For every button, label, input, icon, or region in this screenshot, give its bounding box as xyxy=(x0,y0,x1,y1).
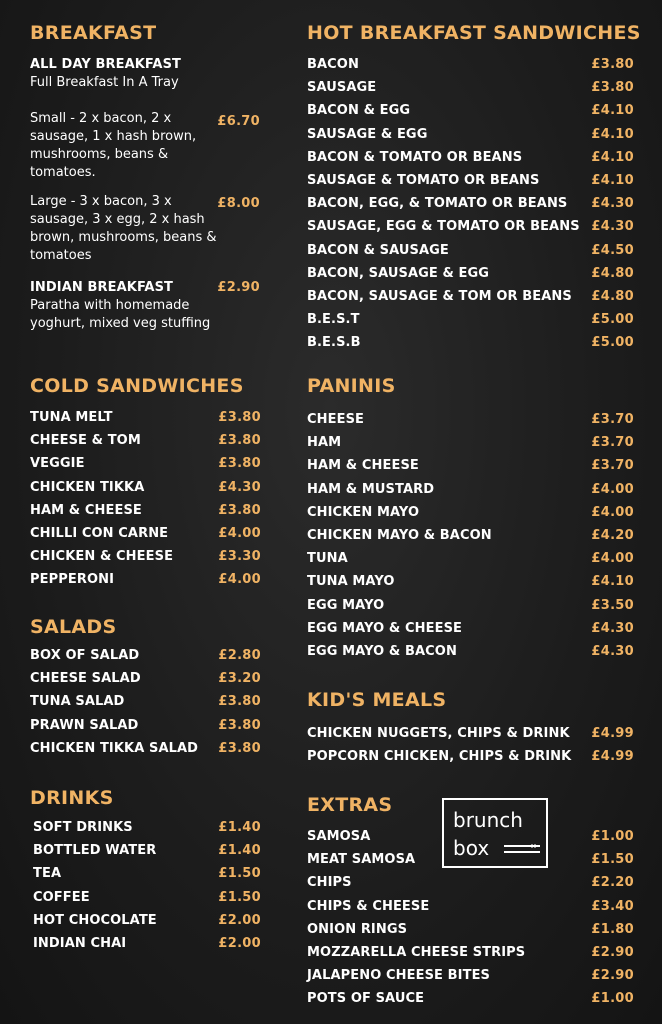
menu-item-name: CHIPS xyxy=(307,875,352,891)
menu-item-price: £3.40 xyxy=(591,898,634,914)
indian-breakfast-name: INDIAN BREAKFAST xyxy=(30,280,174,295)
menu-item-name: CHIPS & CHEESE xyxy=(307,898,430,914)
menu-item-price: £1.50 xyxy=(591,852,634,868)
menu-item-price: £4.30 xyxy=(218,479,261,495)
menu-item-price: £3.20 xyxy=(218,671,261,687)
menu-item-price: £3.80 xyxy=(218,740,261,756)
menu-item-price: £4.30 xyxy=(591,219,634,235)
menu-item-price: £1.80 xyxy=(591,921,634,937)
menu-item-name: MEAT SAMOSA xyxy=(307,852,416,868)
menu-item-price: £1.50 xyxy=(218,889,261,905)
menu-item-price: £4.10 xyxy=(591,149,634,165)
menu-item-price: £1.00 xyxy=(591,991,634,1007)
menu-item-price: £5.00 xyxy=(591,312,634,328)
menu-item-name: HAM & CHEESE xyxy=(30,502,142,518)
menu-item-name: CHICKEN TIKKA SALAD xyxy=(30,740,199,756)
menu-item-price: £4.30 xyxy=(591,620,634,636)
menu-item-price: £4.00 xyxy=(218,526,261,541)
menu-item-name: BACON & TOMATO OR BEANS xyxy=(307,149,523,165)
small-breakfast-desc: Small - 2 x bacon, 2 x sausage, 1 x hash brown, mushrooms, beans & tomatoes. xyxy=(30,111,197,180)
menu-item-price: £3.70 xyxy=(591,458,634,474)
small-breakfast-price: £6.70 xyxy=(217,114,260,129)
logo-line1: brunch xyxy=(453,808,523,832)
large-breakfast-desc: Large - 3 x bacon, 3 x sausage, 3 x egg, 2 x hash brown, mushrooms, beans & tomatoes xyxy=(30,194,217,263)
menu-item-price: £1.50 xyxy=(218,866,261,882)
menu-item-name: HOT CHOCOLATE xyxy=(33,912,157,928)
menu-item-price: £3.30 xyxy=(218,549,261,565)
menu-item-name: CHICKEN MAYO xyxy=(307,504,420,520)
cutlery-icon xyxy=(502,842,542,856)
menu-item-name: TEA xyxy=(33,866,62,882)
menu-item-name: SOFT DRINKS xyxy=(33,820,133,835)
menu-item-name: CHEESE xyxy=(307,412,365,427)
menu-item-price: £4.10 xyxy=(591,173,634,188)
menu-item-name: HAM xyxy=(307,435,342,451)
menu-item-price: £4.00 xyxy=(591,481,634,497)
menu-item-price: £1.40 xyxy=(218,820,261,835)
menu-item-name: EGG MAYO & BACON xyxy=(307,644,457,659)
menu-item-name: HAM & MUSTARD xyxy=(307,481,435,497)
menu-item-name: CHEESE & TOM xyxy=(30,433,141,449)
menu-item-price: £3.80 xyxy=(218,694,261,710)
menu-item-name: SAUSAGE & EGG xyxy=(307,126,428,142)
menu-item-name: TUNA xyxy=(307,551,348,567)
menu-item-name: SAUSAGE, EGG & TOMATO OR BEANS xyxy=(307,219,580,235)
menu-item-price: £3.70 xyxy=(591,412,634,427)
menu-item-name: PEPPERONI xyxy=(30,572,115,588)
all-day-breakfast-name: ALL DAY BREAKFAST xyxy=(30,57,182,72)
paninis-heading: PANINIS xyxy=(307,375,396,397)
menu-item-price: £4.99 xyxy=(591,749,634,765)
menu-item-price: £3.80 xyxy=(218,456,261,472)
menu-item-name: SAUSAGE xyxy=(307,80,377,96)
logo-line2: box xyxy=(453,836,490,860)
menu-item-price: £2.20 xyxy=(591,875,634,891)
menu-item-name: BACON & EGG xyxy=(307,103,411,119)
menu-item-name: B.E.S.B xyxy=(307,335,361,351)
menu-item-name: EGG MAYO xyxy=(307,597,385,613)
menu-item-price: £2.00 xyxy=(218,936,261,951)
menu-item-price: £2.90 xyxy=(591,968,634,984)
menu-item-name: SAUSAGE & TOMATO OR BEANS xyxy=(307,173,540,188)
menu-item-name: TUNA MAYO xyxy=(307,574,395,590)
indian-breakfast-desc: Paratha with homemade yoghurt, mixed veg stuffing xyxy=(30,298,211,331)
menu-item-price: £4.10 xyxy=(591,574,634,590)
menu-item-name: BACON, SAUSAGE & TOM OR BEANS xyxy=(307,289,572,304)
menu-item-price: £4.00 xyxy=(591,504,634,520)
menu-item-price: £4.00 xyxy=(591,551,634,567)
all-day-breakfast-desc: Full Breakfast In A Tray xyxy=(30,75,179,90)
menu-item-price: £4.30 xyxy=(591,196,634,212)
menu-item-price: £4.10 xyxy=(591,126,634,142)
menu-item-name: EGG MAYO & CHEESE xyxy=(307,620,463,636)
menu-item-price: £3.50 xyxy=(591,597,634,613)
menu-item-name: CHILLI CON CARNE xyxy=(30,526,169,541)
menu-item-name: ONION RINGS xyxy=(307,921,408,937)
menu-item-name: BACON & SAUSAGE xyxy=(307,242,449,258)
menu-item-price: £4.30 xyxy=(591,644,634,659)
menu-item-name: SAMOSA xyxy=(307,829,371,844)
menu-item-name: TUNA SALAD xyxy=(30,694,125,710)
indian-breakfast-price: £2.90 xyxy=(217,280,260,295)
menu-item-name: BACON, EGG, & TOMATO OR BEANS xyxy=(307,196,568,212)
menu-item-price: £4.00 xyxy=(218,572,261,588)
menu-item-price: £3.80 xyxy=(218,433,261,449)
menu-item-price: £2.00 xyxy=(218,912,261,928)
menu-item-name: CHICKEN NUGGETS, CHIPS & DRINK xyxy=(307,726,570,741)
menu-item-name: INDIAN CHAI xyxy=(33,936,127,951)
menu-item-name: POTS OF SAUCE xyxy=(307,991,425,1007)
menu-item-price: £4.80 xyxy=(591,289,634,304)
hot-sandwiches-heading: HOT BREAKFAST SANDWICHES xyxy=(307,22,641,44)
menu-item-name: B.E.S.T xyxy=(307,312,360,328)
menu-item-price: £2.80 xyxy=(218,648,261,663)
brunch-box-logo xyxy=(442,798,548,868)
menu-item-price: £3.80 xyxy=(218,717,261,733)
menu-item-name: VEGGIE xyxy=(30,456,85,472)
menu-item-price: £4.20 xyxy=(591,528,634,543)
menu-item-name: BACON, SAUSAGE & EGG xyxy=(307,265,490,281)
menu-item-name: BOTTLED WATER xyxy=(33,843,157,859)
cold-sandwiches-heading: COLD SANDWICHES xyxy=(30,375,244,397)
menu-item-name: HAM & CHEESE xyxy=(307,458,419,474)
menu-item-price: £1.00 xyxy=(591,829,634,844)
menu-item-name: BACON xyxy=(307,57,359,72)
menu-item-name: CHICKEN & CHEESE xyxy=(30,549,174,565)
menu-item-name: PRAWN SALAD xyxy=(30,717,139,733)
menu-item-price: £4.99 xyxy=(591,726,634,741)
menu-item-price: £3.80 xyxy=(218,502,261,518)
large-breakfast-price: £8.00 xyxy=(217,196,260,211)
menu-item-name: CHICKEN MAYO & BACON xyxy=(307,528,492,543)
menu-item-price: £2.90 xyxy=(591,945,634,960)
menu-item-name: CHEESE SALAD xyxy=(30,671,141,687)
menu-item-name: TUNA MELT xyxy=(30,410,113,425)
menu-item-name: COFFEE xyxy=(33,889,90,905)
menu-item-price: £1.40 xyxy=(218,843,261,859)
menu-item-name: CHICKEN TIKKA xyxy=(30,479,145,495)
menu-item-price: £5.00 xyxy=(591,335,634,351)
menu-item-price: £3.80 xyxy=(591,80,634,96)
menu-item-price: £3.70 xyxy=(591,435,634,451)
menu-item-name: JALAPENO CHEESE BITES xyxy=(307,968,491,984)
breakfast-heading: BREAKFAST xyxy=(30,22,157,44)
menu-item-price: £3.80 xyxy=(591,57,634,72)
menu-item-price: £3.80 xyxy=(218,410,261,425)
menu-item-price: £4.10 xyxy=(591,103,634,119)
menu-item-price: £4.50 xyxy=(591,242,634,258)
extras-heading: EXTRAS xyxy=(307,794,393,816)
menu-item-price: £4.80 xyxy=(591,265,634,281)
salads-heading: SALADS xyxy=(30,616,117,638)
kids-meals-heading: KID'S MEALS xyxy=(307,689,447,711)
menu-item-name: POPCORN CHICKEN, CHIPS & DRINK xyxy=(307,749,572,765)
menu-item-name: MOZZARELLA CHEESE STRIPS xyxy=(307,945,526,960)
menu-item-name: BOX OF SALAD xyxy=(30,648,140,663)
drinks-heading: DRINKS xyxy=(30,787,114,809)
